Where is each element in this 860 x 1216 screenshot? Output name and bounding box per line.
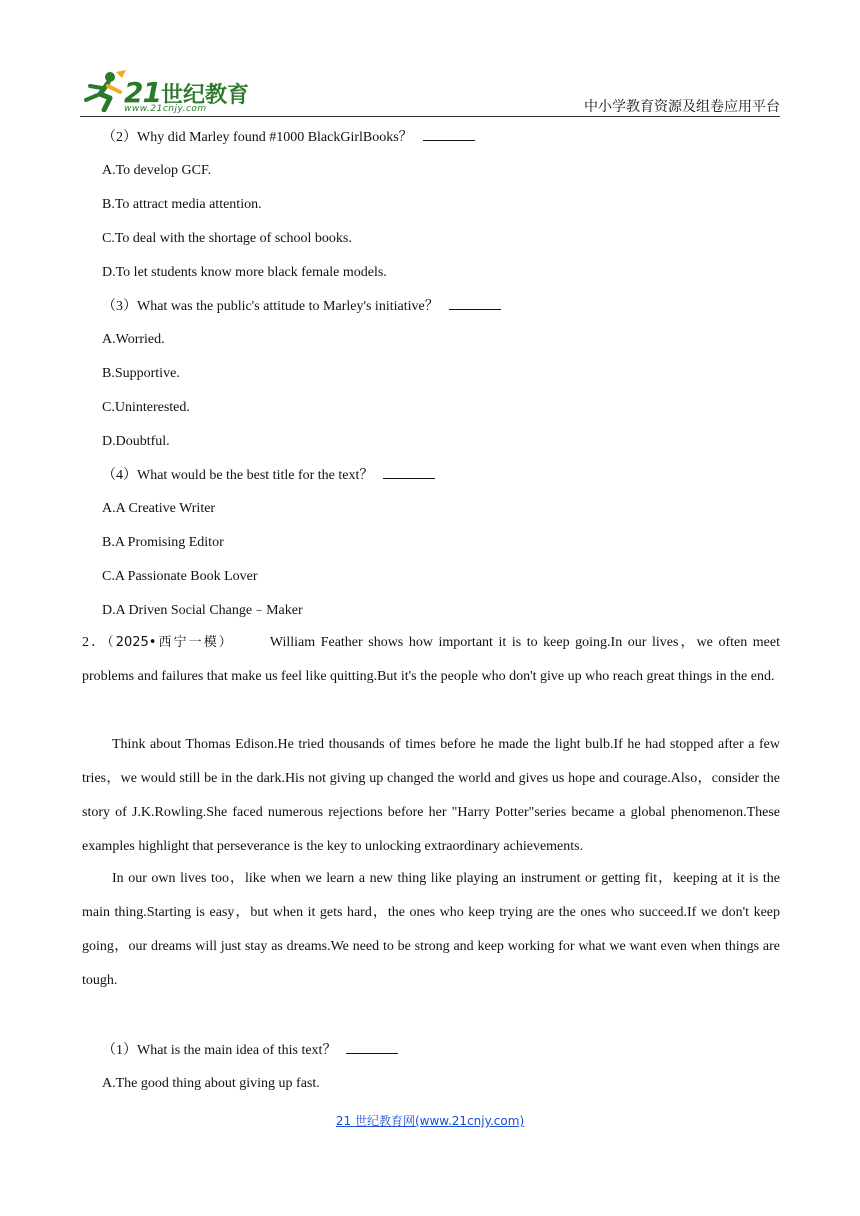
- logo-text: 21世纪教育: [124, 76, 249, 109]
- logo-url: www.21cnjy.com: [124, 104, 207, 114]
- option: D.To let students know more black female models.: [102, 265, 387, 280]
- option: D.A Driven Social Change﹣Maker: [102, 603, 303, 618]
- option: D.Doubtful.: [102, 434, 170, 449]
- header-divider: [80, 116, 780, 117]
- question-stem: （4）What would be the best title for the text？: [102, 466, 435, 485]
- paragraph-edison: Think about Thomas Edison.He tried thousands of times before he made the light bulb.If he had stopped after a few tries，we would still be in the dark.His not giving up changed the world and gives us hope and courage.Also，consider the story of J.K.Rowling.She faced numerous rejections before her "Harry Potter"series became a global phenomenon.These examples highlight that perseverance is the key to unlocking extraordinary achievements.: [82, 737, 780, 854]
- question-stem: （1）What is the main idea of this text？: [102, 1041, 398, 1060]
- option: C.Uninterested.: [102, 400, 190, 415]
- question-number: 2．: [82, 635, 108, 650]
- option: C.A Passionate Book Lover: [102, 569, 258, 584]
- option: A.The good thing about giving up fast.: [102, 1076, 320, 1091]
- option: B.To attract media attention.: [102, 197, 262, 212]
- question-stem: （2）Why did Marley found #1000 BlackGirlBooks？: [102, 128, 475, 147]
- question-stem: （3）What was the public's attitude to Marley's initiative？: [102, 297, 501, 316]
- option: A.Worried.: [102, 332, 165, 347]
- question-2-intro: [82, 626, 780, 694]
- option: B.A Promising Editor: [102, 535, 224, 550]
- header-platform-text: 中小学教育资源及组卷应用平台: [584, 99, 780, 115]
- option: B.Supportive.: [102, 366, 180, 381]
- answer-blank: [423, 128, 475, 141]
- paragraph-own-lives: In our own lives too，like when we learn a new thing like playing an instrument or getting fit，keeping at it is the main thing.Starting is easy，but when it gets hard，the ones who keep trying are the ones who succeed.If we don't keep going，our dreams will just stay as dreams.We need to be strong and keep working for what we want even when things are tough.: [82, 871, 780, 988]
- answer-blank: [449, 297, 501, 310]
- page-header: [80, 66, 780, 118]
- runner-logo-icon: [80, 70, 128, 112]
- answer-blank: [383, 466, 435, 479]
- option: A.A Creative Writer: [102, 501, 216, 516]
- intro-text: William Feather shows how important it is to keep going.In our lives，we often meet problems and failures that make us feel like quitting.But it's the people who don't give up who reach great things in the end.: [82, 635, 780, 684]
- question-source: （2025•西宁一模）: [107, 635, 234, 650]
- option: C.To deal with the shortage of school books.: [102, 231, 352, 246]
- option: A.To develop GCF.: [102, 163, 212, 178]
- answer-blank: [346, 1041, 398, 1054]
- site-logo: [80, 66, 250, 116]
- footer-link[interactable]: 21 世纪教育网(www.21cnjy.com): [335, 1114, 525, 1128]
